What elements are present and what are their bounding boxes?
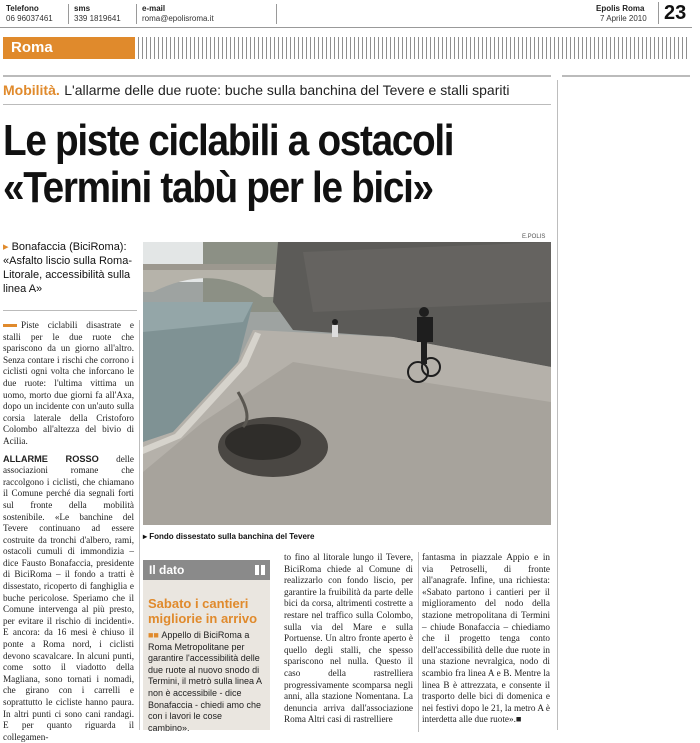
column-divider [418, 552, 419, 732]
lead-marker [3, 324, 17, 327]
page-number: 23 [664, 2, 687, 24]
article-column-4: fantasma in piazzale Appio e in via Petroselli, di fronte all'anagrafe. Infine, una richiesta: «Sabato partono i cantieri per il miglioramento del nodo della stazione metropolitana di Termini – chiude Bonafaccia – chiediamo che il progetto tenga conto dell'accessibilità delle due ruote in una stazione nevralgica, nodo di scambio fra linea A e B. Mentre la linea B è attrezzata, e consente il trasporto delle bici di domenica e nei festivi dopo le 21, la metro A è interdetta alle due ruote».■ [422, 552, 550, 725]
rule [562, 75, 690, 77]
headline-line-1: Le piste ciclabili a ostacoli [3, 116, 454, 165]
divider [276, 4, 277, 24]
email-value[interactable]: roma@epolisroma.it [142, 14, 214, 23]
kicker-category: Mobilità. [3, 82, 60, 98]
section-name: Roma [11, 39, 53, 56]
sms-label: sms [74, 4, 91, 13]
column-divider [139, 320, 140, 730]
headline-line-2: «Termini tabù per le bici» [3, 163, 433, 212]
email-label: e-mail [142, 4, 166, 13]
deck [3, 240, 139, 296]
phone-label: Telefono [6, 4, 39, 13]
paragraph-2-lead: ALLARME ROSSO [3, 453, 99, 464]
river-bank-photo [143, 242, 551, 525]
issue-date: 7 Aprile 2010 [600, 14, 647, 23]
phone-value: 06 96037461 [6, 14, 53, 23]
paragraph-1 [3, 320, 134, 448]
sms-value: 339 1819641 [74, 14, 121, 23]
section-stripes [138, 37, 690, 59]
right-margin-rule [557, 80, 558, 730]
divider [68, 4, 69, 24]
article-column-3: to fino al litorale lungo il Tevere, BiciRoma chiede al Comune di realizzarlo con fondo liscio, per garantire la fruibilità da parte delle bici da corsa, altrimenti costrette a restare nel traffico sulla Colombo, sulla via del Mare e sulla Portuense. Un altro fronte aperto è quello degli stalli, che spesso spariscono nel nulla. Questo il caso della rastrelliera progressivamente scomparsa negli anni, alla stazione Nomentana. La denuncia arriva dall'associazione Roma Altri casi di rastrelliere [284, 552, 413, 725]
news-photo [143, 242, 551, 525]
masthead-contacts [2, 2, 682, 24]
page-number-box [658, 2, 689, 24]
grid-icon [255, 565, 265, 575]
box-bullet: ■■ [148, 630, 162, 640]
info-box-text [148, 630, 266, 734]
deck-arrow-icon: ▸ [3, 241, 9, 253]
info-box-body: Appello di BiciRoma a Roma Metropolitane per garantire l'accessibilità delle due ruote al nuovo snodo di Termini, il metrò sulla linea A non è accessibile - dice Bonafaccia - chiedi amo che con i lavori le cose cambino». [148, 630, 262, 733]
rule [3, 310, 137, 311]
paragraph-1-text: Piste ciclabili disastrate e stalli per le due ruote che spariscono da un giorno all'altro. Senza contare i rischi che corrono i ciclisti ogni volta che inforcano le due ruote: l'ultima vittima un uomo, morto due giorni fa all'Axa, dopo un incidente con un'auto sulla corsia laterale della Cristoforo Colombo all'altezza del bivio di Acilia. [3, 320, 134, 446]
section-label [3, 37, 135, 59]
kicker [3, 82, 548, 100]
rule [3, 75, 551, 77]
paragraph-2 [3, 454, 134, 743]
rule [3, 104, 551, 105]
deck-text: Bonafaccia (BiciRoma): «Asfalto liscio sulla Roma-Litorale, accessibilità sulla linea A» [3, 241, 132, 295]
kicker-text: L'allarme delle due ruote: buche sulla banchina del Tevere e stalli spariti [64, 82, 510, 98]
info-box-header [143, 560, 270, 580]
article-column-1 [3, 320, 134, 743]
photo-credit: E.POLIS [522, 234, 546, 240]
info-box-header-text: Il dato [149, 563, 185, 577]
header-rule [0, 27, 692, 28]
info-box [143, 560, 270, 733]
paper-name: Epolis Roma [596, 4, 645, 13]
paragraph-2-text: delle associazioni romane che raccolgono i ciclisti, che chiamano il Comune perché dia segnali forti sul fronte della mobilità sostenibile. «Le banchine del Tevere continuano ad essere costruite da tronchi d'albero, rami, ostacoli cumuli di immondizia – dice Fausto Bonafaccia, presidente di BiciRoma – il fondo a tratti è dissestato, ricoperto di fanghiglia e buche pericolose. Speriamo che il Comune intervenga al più presto, per evitare il rischio di incidenti». E ancora: da 16 mesi è chiuso il ponte a Roma nord, i ciclisti devono scavalcare. In alcuni punti, come sotto il viadotto della Magliana, sono tornati i nomadi, che girano con i carrelli e soprattutto le cicliste hanno paura. In altri punti ci sono cani randagi. E per quanto riguarda il collegamen- [3, 453, 134, 742]
info-box-title: Sabato i cantieri migliorie in arrivo [148, 596, 258, 626]
photo-caption: ▸ Fondo dissestato sulla banchina del Tevere [143, 532, 315, 541]
divider [136, 4, 137, 24]
